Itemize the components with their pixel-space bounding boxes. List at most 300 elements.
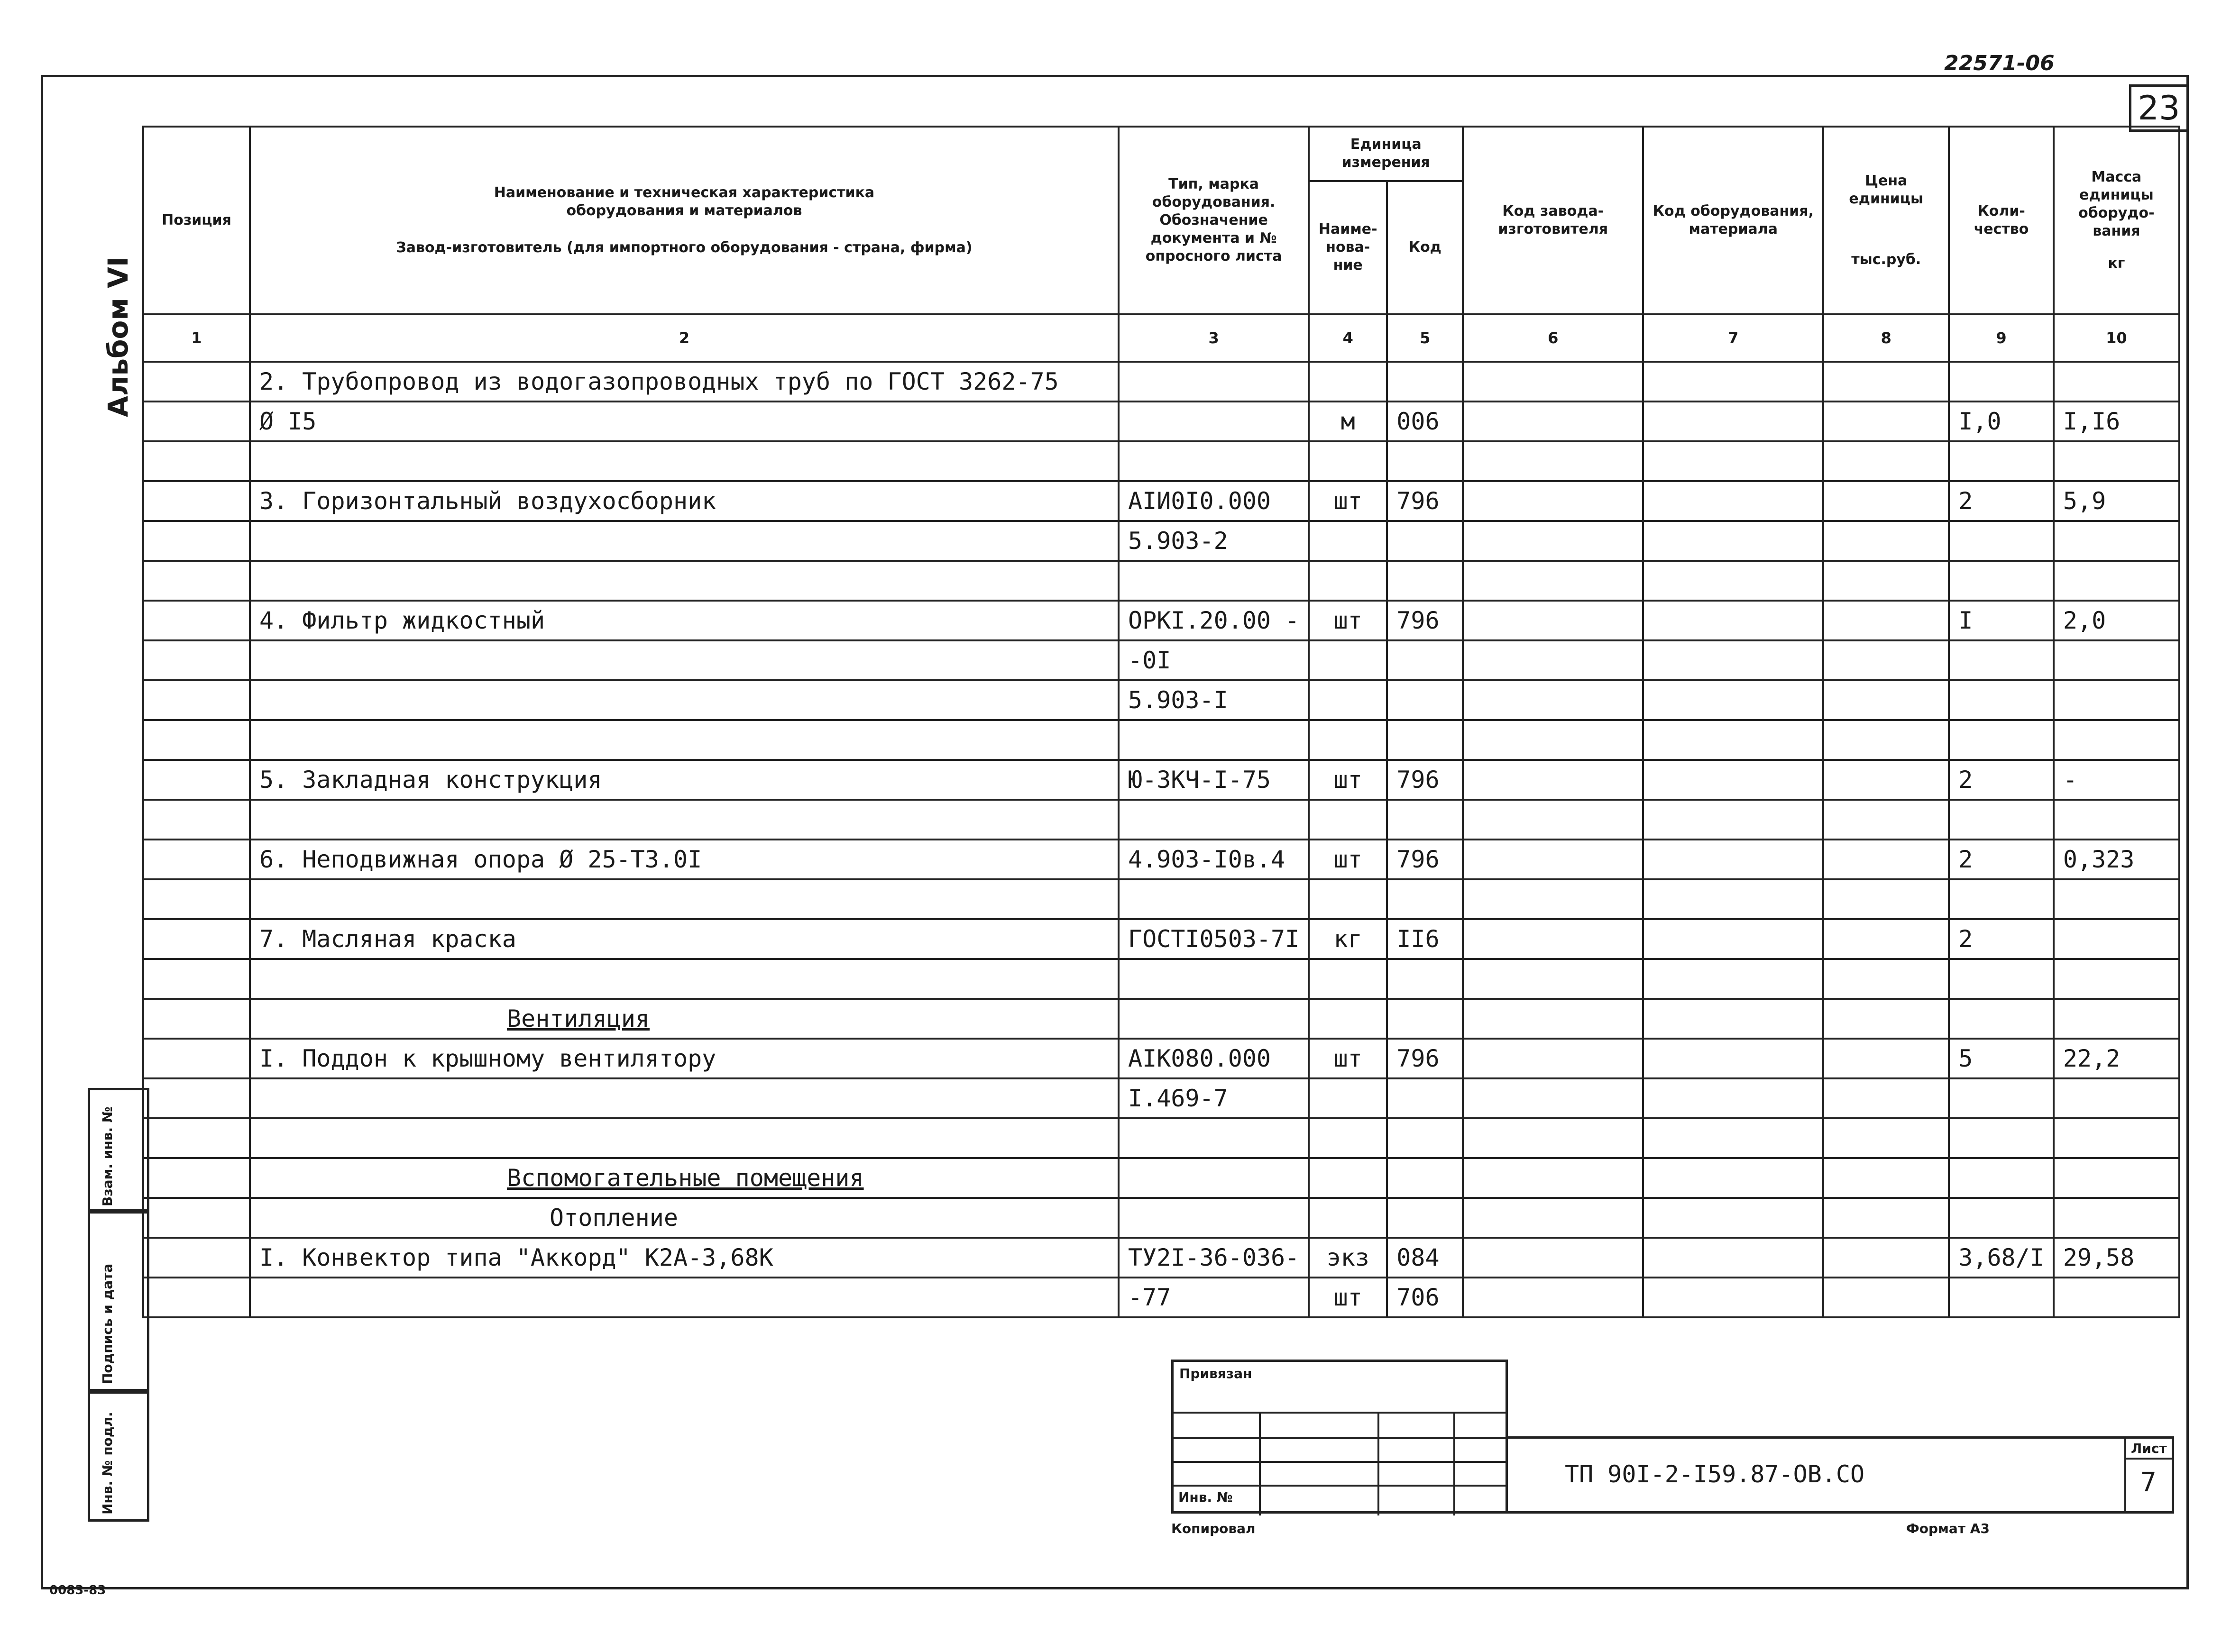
- cell-pos: [143, 1118, 250, 1158]
- cell-price: [1823, 999, 1949, 1039]
- table-row: [143, 840, 2179, 879]
- document-designation: ТП 90I-2-I59.87-ОВ.СО: [1565, 1460, 1865, 1488]
- cell-qty: [1949, 879, 2054, 919]
- cell-unit: шт: [1309, 1039, 1387, 1078]
- grid-line: [1453, 1414, 1455, 1515]
- cell-type: ГОСТI0503-7I: [1119, 919, 1309, 959]
- cell-code: 084: [1387, 1238, 1463, 1278]
- cell-price: [1823, 561, 1949, 601]
- cell-name: [250, 720, 1119, 760]
- column-number-row: [143, 314, 2179, 362]
- cell-m: [1643, 959, 1823, 999]
- cell-type: Ю-ЗКЧ-I-75: [1119, 760, 1309, 800]
- cell-price: [1823, 601, 1949, 640]
- column-number: 10: [2054, 314, 2179, 362]
- cell-m: [1643, 999, 1823, 1039]
- column-number: 2: [250, 314, 1119, 362]
- cell-type: 5.903-I: [1119, 680, 1309, 720]
- cell-price: [1823, 1198, 1949, 1238]
- cell-mass: [2054, 919, 2179, 959]
- side-box-signature-label: Подпись и дата: [100, 1263, 115, 1384]
- column-number: 5: [1387, 314, 1463, 362]
- table-row: [143, 441, 2179, 481]
- grid-line: [2126, 1458, 2174, 1460]
- cell-code: 796: [1387, 1039, 1463, 1078]
- cell-code: 796: [1387, 601, 1463, 640]
- cell-type: 5.903-2: [1119, 521, 1309, 561]
- column-number: 3: [1119, 314, 1309, 362]
- cell-price: [1823, 1118, 1949, 1158]
- cell-mass: 2,0: [2054, 601, 2179, 640]
- cell-f: [1463, 601, 1643, 640]
- cell-mass: I,I6: [2054, 402, 2179, 441]
- cell-name: Ø I5: [250, 402, 1119, 441]
- cell-pos: [143, 561, 250, 601]
- designation-box: [1506, 1436, 2174, 1514]
- cell-mass: [2054, 1278, 2179, 1317]
- sheet-number: 7: [2140, 1467, 2157, 1498]
- cell-code: [1387, 1078, 1463, 1118]
- cell-f: [1463, 680, 1643, 720]
- cell-qty: [1949, 959, 2054, 999]
- cell-m: [1643, 680, 1823, 720]
- cell-m: [1643, 720, 1823, 760]
- cell-type: AIИ0I0.000: [1119, 481, 1309, 521]
- cell-f: [1463, 1158, 1643, 1198]
- cell-code: [1387, 720, 1463, 760]
- cell-unit: [1309, 1158, 1387, 1198]
- title-block-grid: [1174, 1412, 1506, 1515]
- header-name-line-3: Завод-изготовитель (для импортного оборудования - страна, фирма): [396, 239, 973, 256]
- cell-code: [1387, 959, 1463, 999]
- cell-m: [1643, 402, 1823, 441]
- table-row: [143, 1238, 2179, 1278]
- cell-f: [1463, 1198, 1643, 1238]
- cell-name: I. Конвектор типа "Аккорд" К2А-3,68К: [250, 1238, 1119, 1278]
- cell-qty: [1949, 680, 2054, 720]
- cell-code: [1387, 362, 1463, 402]
- cell-pos: [143, 1278, 250, 1317]
- cell-code: [1387, 999, 1463, 1039]
- cell-price: [1823, 362, 1949, 402]
- column-number: 1: [143, 314, 250, 362]
- title-block: [1171, 1360, 1508, 1514]
- cell-m: [1643, 362, 1823, 402]
- cell-f: [1463, 760, 1643, 800]
- column-number: 8: [1823, 314, 1949, 362]
- cell-f: [1463, 1039, 1643, 1078]
- cell-type: [1119, 561, 1309, 601]
- header-unit-code: Код: [1387, 181, 1463, 314]
- cell-m: [1643, 561, 1823, 601]
- header-equipment-code: Код оборудования, материала: [1643, 127, 1823, 314]
- cell-unit: [1309, 720, 1387, 760]
- cell-pos: [143, 720, 250, 760]
- cell-qty: [1949, 441, 2054, 481]
- cell-unit: [1309, 441, 1387, 481]
- header-factory-code: Код завода- изготовителя: [1463, 127, 1643, 314]
- cell-name: [250, 1078, 1119, 1118]
- album-label: Альбом VI: [102, 256, 134, 417]
- table-row: [143, 959, 2179, 999]
- cell-pos: [143, 521, 250, 561]
- cell-mass: [2054, 1078, 2179, 1118]
- cell-qty: [1949, 1078, 2054, 1118]
- cell-mass: 5,9: [2054, 481, 2179, 521]
- table-row: [143, 800, 2179, 840]
- cell-unit: [1309, 959, 1387, 999]
- cell-type: I.469-7: [1119, 1078, 1309, 1118]
- cell-m: [1643, 640, 1823, 680]
- cell-type: [1119, 441, 1309, 481]
- cell-qty: I: [1949, 601, 2054, 640]
- cell-mass: [2054, 441, 2179, 481]
- cell-pos: [143, 441, 250, 481]
- cell-code: 796: [1387, 840, 1463, 879]
- cell-qty: 2: [1949, 481, 2054, 521]
- table-row: [143, 1078, 2179, 1118]
- cell-type: [1119, 720, 1309, 760]
- cell-unit: [1309, 640, 1387, 680]
- header-price: [1823, 127, 1949, 314]
- cell-price: [1823, 1278, 1949, 1317]
- cell-m: [1643, 601, 1823, 640]
- cell-pos: [143, 800, 250, 840]
- cell-code: II6: [1387, 919, 1463, 959]
- cell-pos: [143, 640, 250, 680]
- cell-price: [1823, 1039, 1949, 1078]
- table-row: [143, 362, 2179, 402]
- side-box-original-label: Инв. № подл.: [100, 1412, 115, 1515]
- table-row: [143, 879, 2179, 919]
- cell-qty: [1949, 561, 2054, 601]
- cell-f: [1463, 919, 1643, 959]
- table-row: [143, 680, 2179, 720]
- linked-label: Привязан: [1179, 1366, 1252, 1381]
- cell-m: [1643, 800, 1823, 840]
- cell-name: 6. Неподвижная опора Ø 25-Т3.0I: [250, 840, 1119, 879]
- table-row: [143, 481, 2179, 521]
- cell-unit: [1309, 561, 1387, 601]
- cell-name: 7. Масляная краска: [250, 919, 1119, 959]
- cell-mass: [2054, 959, 2179, 999]
- cell-qty: [1949, 521, 2054, 561]
- cell-mass: [2054, 1198, 2179, 1238]
- header-name: [250, 127, 1119, 314]
- cell-unit: шт: [1309, 760, 1387, 800]
- cell-m: [1643, 760, 1823, 800]
- table-row: [143, 760, 2179, 800]
- cell-f: [1463, 1278, 1643, 1317]
- cell-pos: [143, 362, 250, 402]
- format-label: Формат А3: [1906, 1521, 1990, 1536]
- cell-qty: [1949, 1118, 2054, 1158]
- cell-name: [250, 680, 1119, 720]
- cell-name: Вспомогательные помещения: [250, 1158, 1119, 1198]
- header-row-1: [143, 127, 2179, 181]
- cell-pos: [143, 879, 250, 919]
- table-body: [143, 362, 2179, 1317]
- cell-type: [1119, 1198, 1309, 1238]
- cell-name: 2. Трубопровод из водогазопроводных труб по ГОСТ 3262-75: [250, 362, 1119, 402]
- cell-pos: [143, 601, 250, 640]
- cell-code: [1387, 1118, 1463, 1158]
- cell-f: [1463, 561, 1643, 601]
- cell-qty: 3,68/I: [1949, 1238, 2054, 1278]
- copied-label: Копировал: [1171, 1521, 1256, 1536]
- grid-line: [1174, 1461, 1506, 1463]
- cell-qty: I,0: [1949, 402, 2054, 441]
- grid-line: [1174, 1437, 1506, 1439]
- cell-unit: экз: [1309, 1238, 1387, 1278]
- cell-code: [1387, 680, 1463, 720]
- header-unit: Единица измерения: [1309, 127, 1463, 181]
- cell-name: [250, 800, 1119, 840]
- cell-name: I. Поддон к крышному вентилятору: [250, 1039, 1119, 1078]
- page-number-box: [2129, 84, 2189, 132]
- grid-line: [1377, 1414, 1379, 1515]
- cell-code: [1387, 441, 1463, 481]
- cell-m: [1643, 1158, 1823, 1198]
- cell-f: [1463, 959, 1643, 999]
- header-mass-unit: кг: [2108, 255, 2125, 272]
- cell-type: [1119, 999, 1309, 1039]
- corner-code: 0083-83: [49, 1583, 106, 1597]
- side-box-replacement-inventory: [88, 1088, 149, 1211]
- header-price-label: Цена единицы: [1849, 173, 1924, 207]
- cell-unit: [1309, 1078, 1387, 1118]
- cell-price: [1823, 840, 1949, 879]
- grid-line: [1259, 1414, 1261, 1515]
- cell-mass: [2054, 561, 2179, 601]
- cell-name: Отопление: [250, 1198, 1119, 1238]
- column-number: 4: [1309, 314, 1387, 362]
- cell-type: [1119, 879, 1309, 919]
- table-row: [143, 1278, 2179, 1317]
- table-row: [143, 601, 2179, 640]
- cell-m: [1643, 1039, 1823, 1078]
- cell-price: [1823, 521, 1949, 561]
- cell-name: [250, 441, 1119, 481]
- header-price-unit: тыс.руб.: [1851, 251, 1921, 268]
- header-position: Позиция: [143, 127, 250, 314]
- table-row: [143, 1118, 2179, 1158]
- cell-f: [1463, 402, 1643, 441]
- header-unit-name: Наиме- нова- ние: [1309, 181, 1387, 314]
- cell-code: [1387, 879, 1463, 919]
- cell-type: -0I: [1119, 640, 1309, 680]
- cell-type: ОРКI.20.00 -: [1119, 601, 1309, 640]
- cell-unit: кг: [1309, 919, 1387, 959]
- cell-unit: шт: [1309, 1278, 1387, 1317]
- cell-price: [1823, 919, 1949, 959]
- cell-name: 3. Горизонтальный воздухосборник: [250, 481, 1119, 521]
- cell-unit: [1309, 362, 1387, 402]
- cell-m: [1643, 1278, 1823, 1317]
- cell-unit: м: [1309, 402, 1387, 441]
- cell-m: [1643, 840, 1823, 879]
- cell-mass: [2054, 640, 2179, 680]
- cell-mass: [2054, 1158, 2179, 1198]
- cell-m: [1643, 1118, 1823, 1158]
- cell-type: AIК080.000: [1119, 1039, 1309, 1078]
- cell-unit: [1309, 1118, 1387, 1158]
- table-row: [143, 402, 2179, 441]
- header-mass: [2054, 127, 2179, 314]
- cell-name: [250, 879, 1119, 919]
- table-row: [143, 1158, 2179, 1198]
- cell-price: [1823, 959, 1949, 999]
- cell-type: -77: [1119, 1278, 1309, 1317]
- cell-mass: [2054, 1118, 2179, 1158]
- cell-price: [1823, 640, 1949, 680]
- cell-pos: [143, 1158, 250, 1198]
- cell-mass: [2054, 362, 2179, 402]
- cell-unit: шт: [1309, 481, 1387, 521]
- cell-type: ТУ2I-36-036-: [1119, 1238, 1309, 1278]
- cell-pos: [143, 402, 250, 441]
- table-row: [143, 720, 2179, 760]
- cell-type: [1119, 959, 1309, 999]
- cell-mass: 22,2: [2054, 1039, 2179, 1078]
- cell-code: [1387, 561, 1463, 601]
- cell-unit: [1309, 800, 1387, 840]
- cell-pos: [143, 1039, 250, 1078]
- cell-f: [1463, 720, 1643, 760]
- cell-pos: [143, 1078, 250, 1118]
- cell-m: [1643, 919, 1823, 959]
- sheet-label: Лист: [2131, 1441, 2167, 1456]
- cell-mass: [2054, 680, 2179, 720]
- cell-mass: [2054, 999, 2179, 1039]
- cell-unit: [1309, 521, 1387, 561]
- inventory-label: Инв. №: [1178, 1489, 1233, 1505]
- cell-price: [1823, 481, 1949, 521]
- cell-code: [1387, 1158, 1463, 1198]
- cell-price: [1823, 1238, 1949, 1278]
- cell-name: 5. Закладная конструкция: [250, 760, 1119, 800]
- column-number: 7: [1643, 314, 1823, 362]
- cell-code: [1387, 800, 1463, 840]
- cell-pos: [143, 919, 250, 959]
- cell-unit: [1309, 999, 1387, 1039]
- cell-f: [1463, 1238, 1643, 1278]
- header-name-line-1: Наименование и техническая характеристика: [494, 184, 875, 201]
- cell-name: Вентиляция: [250, 999, 1119, 1039]
- cell-unit: [1309, 879, 1387, 919]
- cell-pos: [143, 680, 250, 720]
- table-row: [143, 919, 2179, 959]
- cell-code: [1387, 521, 1463, 561]
- cell-qty: [1949, 720, 2054, 760]
- cell-price: [1823, 800, 1949, 840]
- cell-m: [1643, 481, 1823, 521]
- cell-f: [1463, 640, 1643, 680]
- cell-f: [1463, 999, 1643, 1039]
- cell-price: [1823, 1158, 1949, 1198]
- cell-pos: [143, 840, 250, 879]
- cell-type: 4.903-I0в.4: [1119, 840, 1309, 879]
- cell-price: [1823, 720, 1949, 760]
- cell-price: [1823, 680, 1949, 720]
- cell-code: 706: [1387, 1278, 1463, 1317]
- cell-qty: 5: [1949, 1039, 2054, 1078]
- grid-line: [1174, 1485, 1506, 1487]
- cell-mass: [2054, 521, 2179, 561]
- cell-type: [1119, 362, 1309, 402]
- cell-code: [1387, 1198, 1463, 1238]
- cell-mass: 29,58: [2054, 1238, 2179, 1278]
- cell-unit: шт: [1309, 840, 1387, 879]
- table-row: [143, 561, 2179, 601]
- cell-mass: [2054, 879, 2179, 919]
- cell-price: [1823, 402, 1949, 441]
- cell-qty: [1949, 800, 2054, 840]
- cell-f: [1463, 521, 1643, 561]
- cell-unit: [1309, 680, 1387, 720]
- document-number: 22571-06: [1944, 51, 2055, 75]
- cell-name: [250, 959, 1119, 999]
- cell-name: 4. Фильтр жидкостный: [250, 601, 1119, 640]
- cell-f: [1463, 879, 1643, 919]
- cell-price: [1823, 879, 1949, 919]
- cell-m: [1643, 1238, 1823, 1278]
- cell-qty: 2: [1949, 840, 2054, 879]
- specification-table: [142, 126, 2180, 1318]
- side-box-signature-date: [88, 1211, 149, 1391]
- cell-pos: [143, 959, 250, 999]
- cell-price: [1823, 760, 1949, 800]
- cell-qty: [1949, 1158, 2054, 1198]
- cell-mass: 0,323: [2054, 840, 2179, 879]
- cell-m: [1643, 1078, 1823, 1118]
- cell-qty: [1949, 999, 2054, 1039]
- cell-qty: [1949, 1278, 2054, 1317]
- side-box-original-inventory: [88, 1391, 149, 1522]
- column-number: 9: [1949, 314, 2054, 362]
- cell-m: [1643, 441, 1823, 481]
- cell-code: 006: [1387, 402, 1463, 441]
- cell-qty: [1949, 1198, 2054, 1238]
- cell-m: [1643, 879, 1823, 919]
- header-mass-label: Масса единицы оборудо- вания: [2078, 169, 2155, 239]
- table-row: [143, 1198, 2179, 1238]
- table-row: [143, 999, 2179, 1039]
- cell-m: [1643, 521, 1823, 561]
- header-type: Тип, марка оборудования. Обозначение документа и № опросного листа: [1119, 127, 1309, 314]
- table-row: [143, 640, 2179, 680]
- cell-qty: 2: [1949, 919, 2054, 959]
- side-box-replacement-label: Взам. инв. №: [100, 1106, 115, 1206]
- cell-name: [250, 640, 1119, 680]
- cell-qty: [1949, 362, 2054, 402]
- header-name-line-2: оборудования и материалов: [566, 202, 802, 219]
- sheet-box: [2124, 1439, 2174, 1511]
- table-row: [143, 1039, 2179, 1078]
- cell-name: [250, 1118, 1119, 1158]
- cell-pos: [143, 760, 250, 800]
- cell-type: [1119, 800, 1309, 840]
- cell-type: [1119, 402, 1309, 441]
- cell-pos: [143, 481, 250, 521]
- cell-f: [1463, 481, 1643, 521]
- cell-name: [250, 1278, 1119, 1317]
- cell-type: [1119, 1158, 1309, 1198]
- cell-mass: [2054, 800, 2179, 840]
- cell-price: [1823, 1078, 1949, 1118]
- cell-f: [1463, 1118, 1643, 1158]
- column-number: 6: [1463, 314, 1643, 362]
